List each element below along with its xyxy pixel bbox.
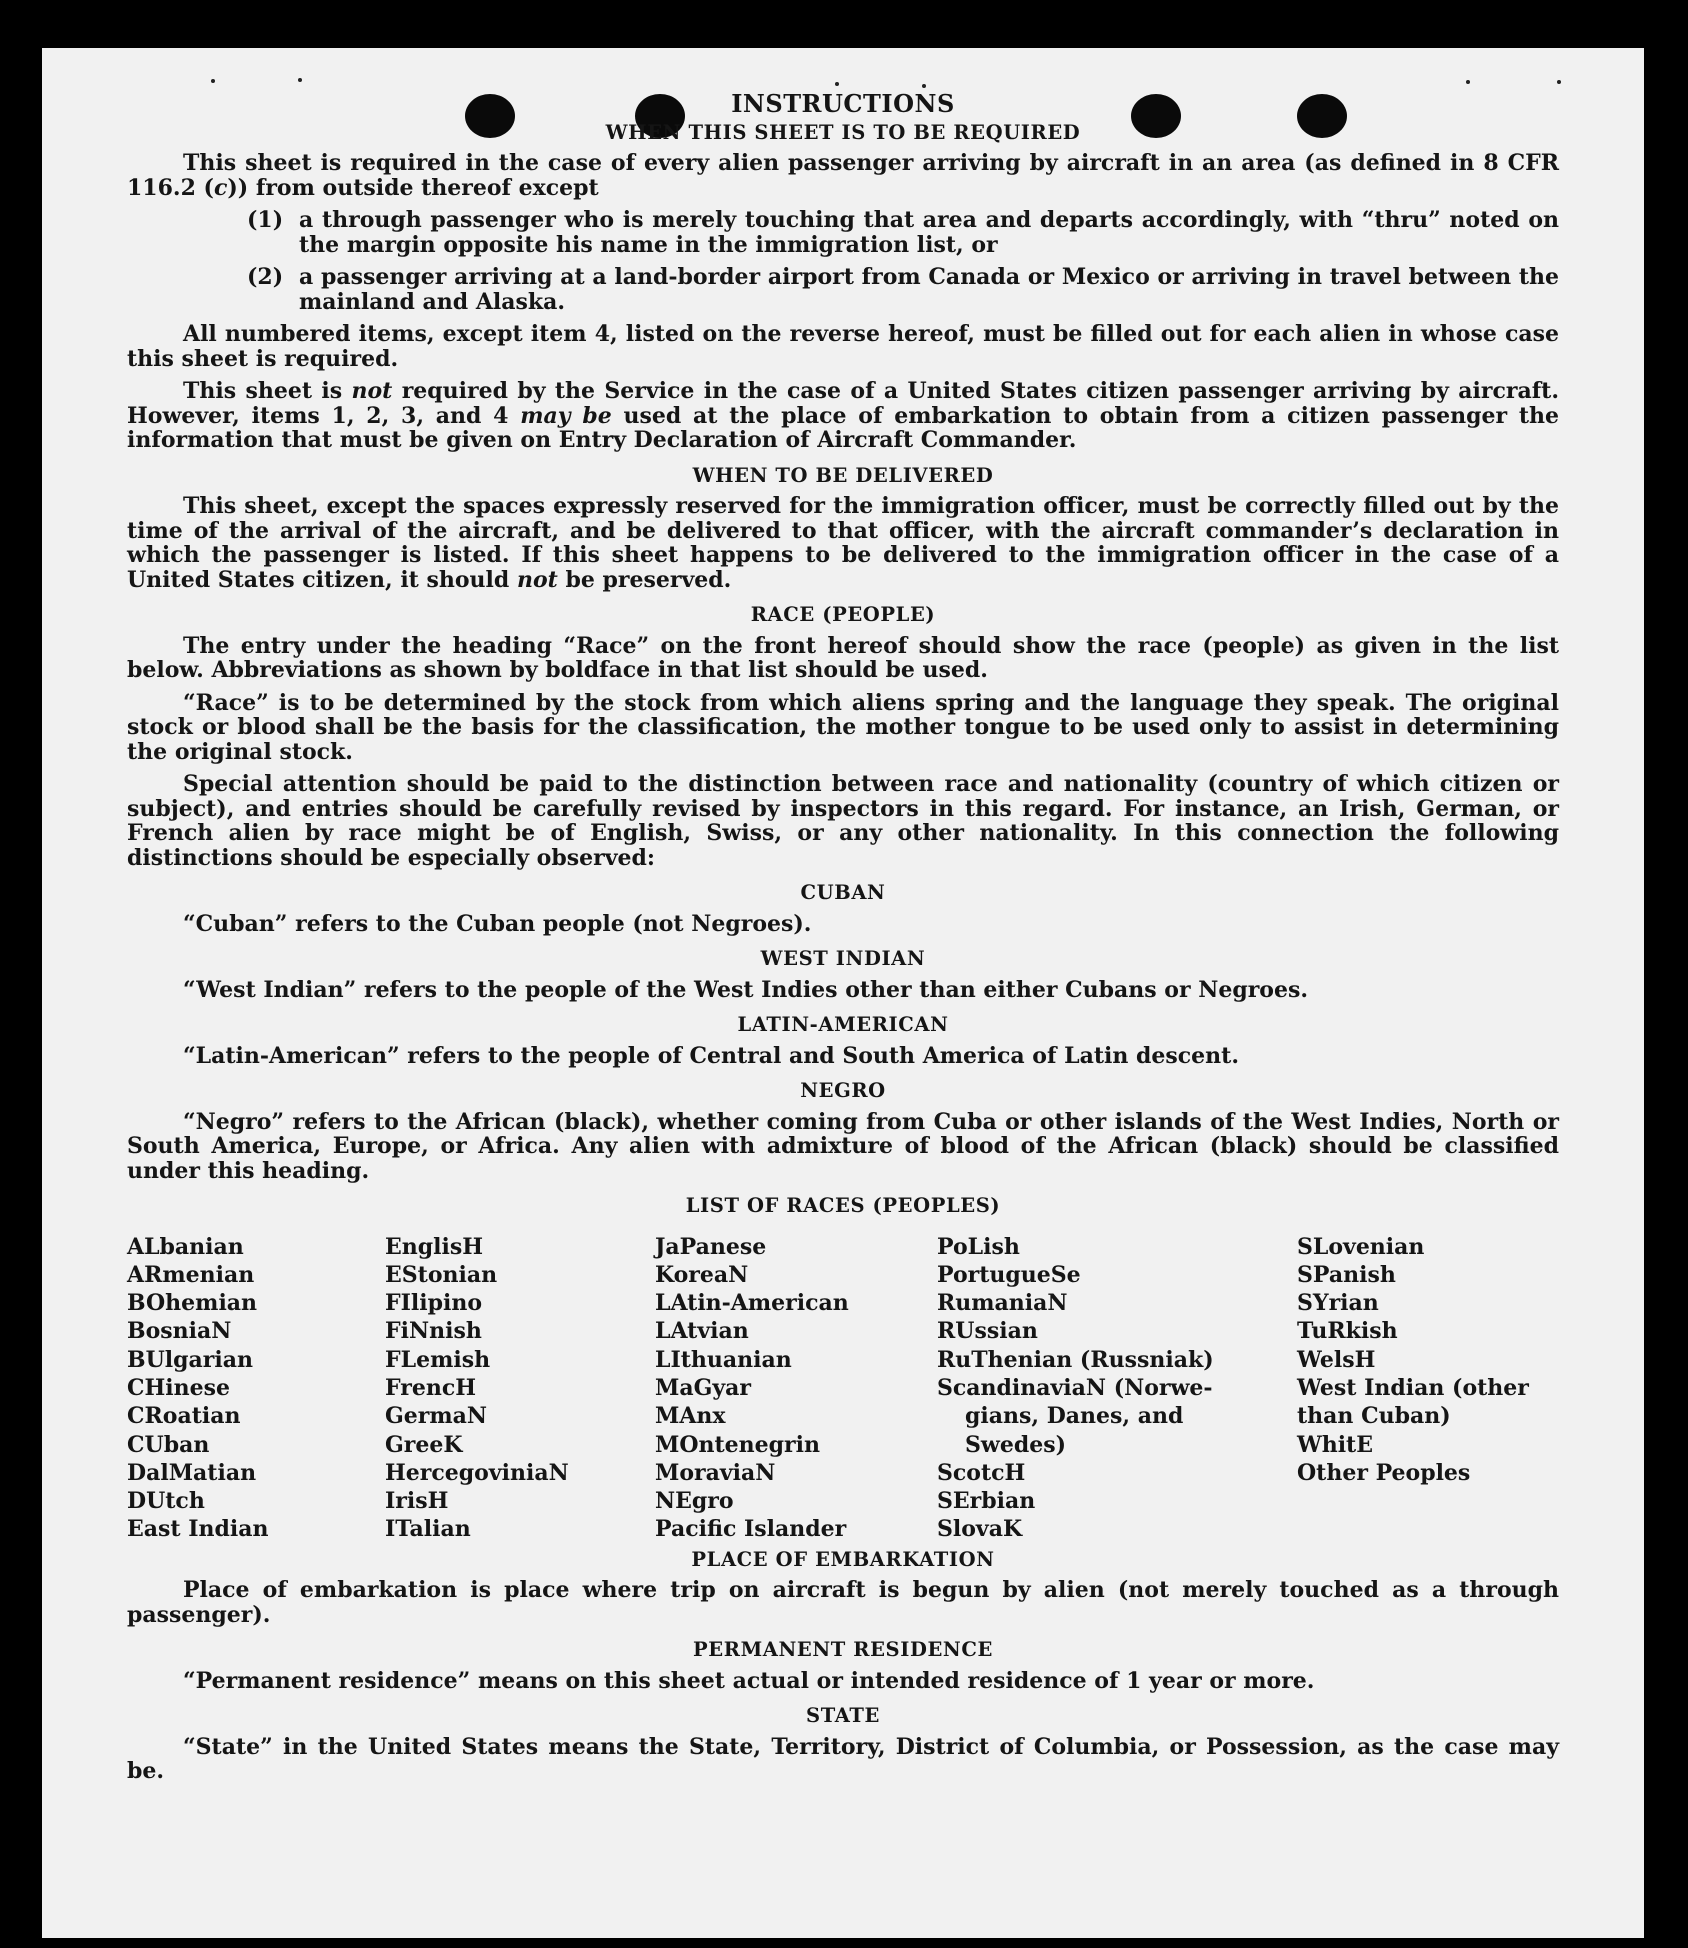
- race-entry-continued: gians, Danes, and: [965, 1403, 1184, 1430]
- race-entry: Other Peoples: [1297, 1459, 1471, 1486]
- race-entry: CUban: [127, 1431, 210, 1458]
- heading-state: STATE: [806, 1704, 880, 1728]
- race-entry: LAtin-American: [655, 1290, 849, 1317]
- race-entry: BOhemian: [127, 1290, 258, 1317]
- heading-list-of-races: LIST OF RACES (PEOPLES): [685, 1194, 1001, 1217]
- race-entry: EStonian: [385, 1261, 498, 1288]
- race-entry-continued: Swedes): [965, 1431, 1066, 1458]
- race-entry-continued: than Cuban): [1297, 1403, 1451, 1430]
- race-entry: TuRkish: [1297, 1318, 1398, 1345]
- exception-number: (2): [247, 264, 284, 290]
- race-entry: ScandinaviaN (Norwe-: [937, 1374, 1213, 1401]
- race-entry: SPanish: [1297, 1261, 1396, 1288]
- race-entry: CHinese: [127, 1374, 231, 1401]
- instructions-content: [127, 89, 1559, 1792]
- heading-embarkation: PLACE OF EMBARKATION: [691, 1547, 995, 1571]
- heading-when-delivered: WHEN TO BE DELIVERED: [692, 463, 994, 487]
- race-entry: PortugueSe: [937, 1261, 1081, 1288]
- exception-text: a through passenger who is merely touching that area and departs accordingly, with “thru” noted on the margin opposite his name in the immigration list, or: [299, 207, 1559, 258]
- races-column-1: [127, 1233, 385, 1544]
- heading-race: RACE (PEOPLE): [750, 603, 936, 626]
- heading-negro: NEGRO: [800, 1079, 886, 1102]
- races-column-3: [655, 1233, 937, 1544]
- race-entry: EnglisH: [385, 1233, 484, 1260]
- exception-text: a passenger arriving at a land-border airport from Canada or Mexico or arriving in travel between the mainland and Alaska.: [299, 264, 1559, 315]
- paragraph-negro: “Negro” refers to the African (black), whether coming from Cuba or other islands of the West Indies, North or South America, Europe, or Africa. Any alien with admixture of blood of the African (black) should be classified under this heading.: [127, 1108, 1559, 1184]
- exception-item-1: [247, 208, 1559, 257]
- race-entry: CRoatian: [127, 1403, 241, 1430]
- race-entry: SYrian: [1297, 1290, 1379, 1317]
- paragraph-delivery: This sheet, except the spaces expressly reserved for the immigration officer, must be correctly filled out by the time of the arrival of the aircraft, and be delivered to that officer, with the aircraft commander’s declaration in which the passenger is listed. If this sheet happens to be delivered to the immigration officer in the case of a United States citizen, it should not be preserved.: [127, 493, 1559, 593]
- race-entry: SLovenian: [1297, 1233, 1425, 1260]
- paragraph-race-1: The entry under the heading “Race” on the front hereof should show the race (people) as given in the list below. Abbreviations as shown by boldface in that list should be used.: [127, 632, 1559, 683]
- race-entry: WhitE: [1297, 1431, 1373, 1458]
- race-entry: ScotcH: [937, 1459, 1026, 1486]
- race-entry: SlovaK: [937, 1516, 1023, 1543]
- speck: [835, 82, 839, 86]
- race-entry: ALbanian: [127, 1233, 244, 1260]
- paragraph-cuban: “Cuban” refers to the Cuban people (not Negroes).: [183, 910, 812, 937]
- race-entry: LAtvian: [655, 1318, 749, 1345]
- race-entry: MaGyar: [655, 1374, 752, 1401]
- race-entry: IrisH: [385, 1488, 449, 1515]
- race-entry: BUlgarian: [127, 1346, 253, 1373]
- race-entry: MAnx: [655, 1403, 726, 1430]
- race-entry: LIthuanian: [655, 1346, 792, 1373]
- page-title: INSTRUCTIONS: [731, 89, 955, 118]
- speck: [922, 84, 926, 88]
- paragraph-requirement: This sheet is required in the case of every alien passenger arriving by aircraft in an area (as defined in 8 CFR 116.2 (c)) from outside thereof except: [127, 150, 1559, 201]
- speck: [1557, 80, 1561, 84]
- speck: [1466, 80, 1470, 84]
- paragraph-embarkation: Place of embarkation is place where trip on aircraft is begun by alien (not merely touched as a through passenger).: [127, 1577, 1559, 1628]
- heading-when-required: WHEN THIS SHEET IS TO BE REQUIRED: [605, 120, 1081, 144]
- race-entry: PoLish: [937, 1233, 1020, 1260]
- race-entry: FiNnish: [385, 1318, 482, 1345]
- race-entry: HercegoviniaN: [385, 1459, 569, 1486]
- paragraph-permanent-residence: “Permanent residence” means on this sheet actual or intended residence of 1 year or more.: [183, 1667, 1315, 1694]
- speck: [298, 78, 302, 82]
- race-entry: GreeK: [385, 1431, 463, 1458]
- races-column-2: [385, 1233, 655, 1544]
- heading-permanent-residence: PERMANENT RESIDENCE: [693, 1638, 993, 1662]
- paragraph-race-3: Special attention should be paid to the distinction between race and nationality (country of which citizen or subject), and entries should be carefully revised by inspectors in this regard. For instance, an Irish, German, or French alien by race might be of English, Swiss, or any other nationality. In this connection the following distinctions should be especially observed:: [127, 771, 1559, 871]
- race-entry: MOntenegrin: [655, 1431, 820, 1458]
- heading-latin-american: LATIN-AMERICAN: [737, 1013, 949, 1036]
- paragraph-state: “State” in the United States means the State, Territory, District of Columbia, or Possession, as the case may be.: [127, 1733, 1559, 1785]
- race-entry: DalMatian: [127, 1459, 257, 1486]
- races-list: [127, 1233, 1559, 1544]
- races-column-5: [1297, 1233, 1559, 1544]
- speck: [211, 79, 215, 83]
- race-entry: NEgro: [655, 1488, 734, 1515]
- document-sheet: [42, 48, 1644, 1938]
- race-entry: East Indian: [127, 1516, 269, 1543]
- race-entry: RuThenian (Russniak): [937, 1346, 1214, 1373]
- paragraph-numbered-items: All numbered items, except item 4, listed on the reverse hereof, must be filled out for each alien in whose case this sheet is required.: [127, 321, 1559, 372]
- heading-west-indian: WEST INDIAN: [760, 947, 926, 970]
- race-entry: SErbian: [937, 1488, 1036, 1515]
- race-entry: WelsH: [1297, 1346, 1376, 1373]
- exception-item-2: [247, 265, 1559, 314]
- race-entry: JaPanese: [655, 1233, 767, 1260]
- paragraph-citizen: This sheet is not required by the Service in the case of a United States citizen passenger arriving by aircraft. However, items 1, 2, 3, and 4 may be used at the place of embarkation to obtain from a citizen passenger the information that must be given on Entry Declaration of Aircraft Commander.: [127, 378, 1559, 453]
- exception-number: (1): [247, 207, 284, 233]
- race-entry: RumaniaN: [937, 1290, 1068, 1317]
- paragraph-west-indian: “West Indian” refers to the people of the West Indies other than either Cubans or Negroes.: [183, 976, 1309, 1003]
- race-entry: FLemish: [385, 1346, 491, 1373]
- heading-cuban: CUBAN: [800, 881, 886, 904]
- race-entry: GermaN: [385, 1403, 488, 1430]
- race-entry: DUtch: [127, 1488, 205, 1515]
- race-entry: ARmenian: [127, 1261, 255, 1288]
- paragraph-race-2: “Race” is to be determined by the stock from which aliens spring and the language they speak. The original stock or blood shall be the basis for the classification, the mother tongue to be used only to assist in determining the original stock.: [127, 689, 1559, 765]
- race-entry: FIlipino: [385, 1290, 483, 1317]
- race-entry: BosniaN: [127, 1318, 232, 1345]
- race-entry: RUssian: [937, 1318, 1038, 1345]
- races-column-4: [937, 1233, 1297, 1544]
- race-entry: ITalian: [385, 1516, 471, 1543]
- race-entry: Pacific Islander: [655, 1516, 847, 1543]
- race-entry: West Indian (other: [1297, 1374, 1529, 1401]
- race-entry: FrencH: [385, 1374, 476, 1401]
- race-entry: KoreaN: [655, 1261, 749, 1288]
- race-entry: MoraviaN: [655, 1459, 776, 1486]
- paragraph-latin-american: “Latin-American” refers to the people of Central and South America of Latin descent.: [183, 1042, 1239, 1069]
